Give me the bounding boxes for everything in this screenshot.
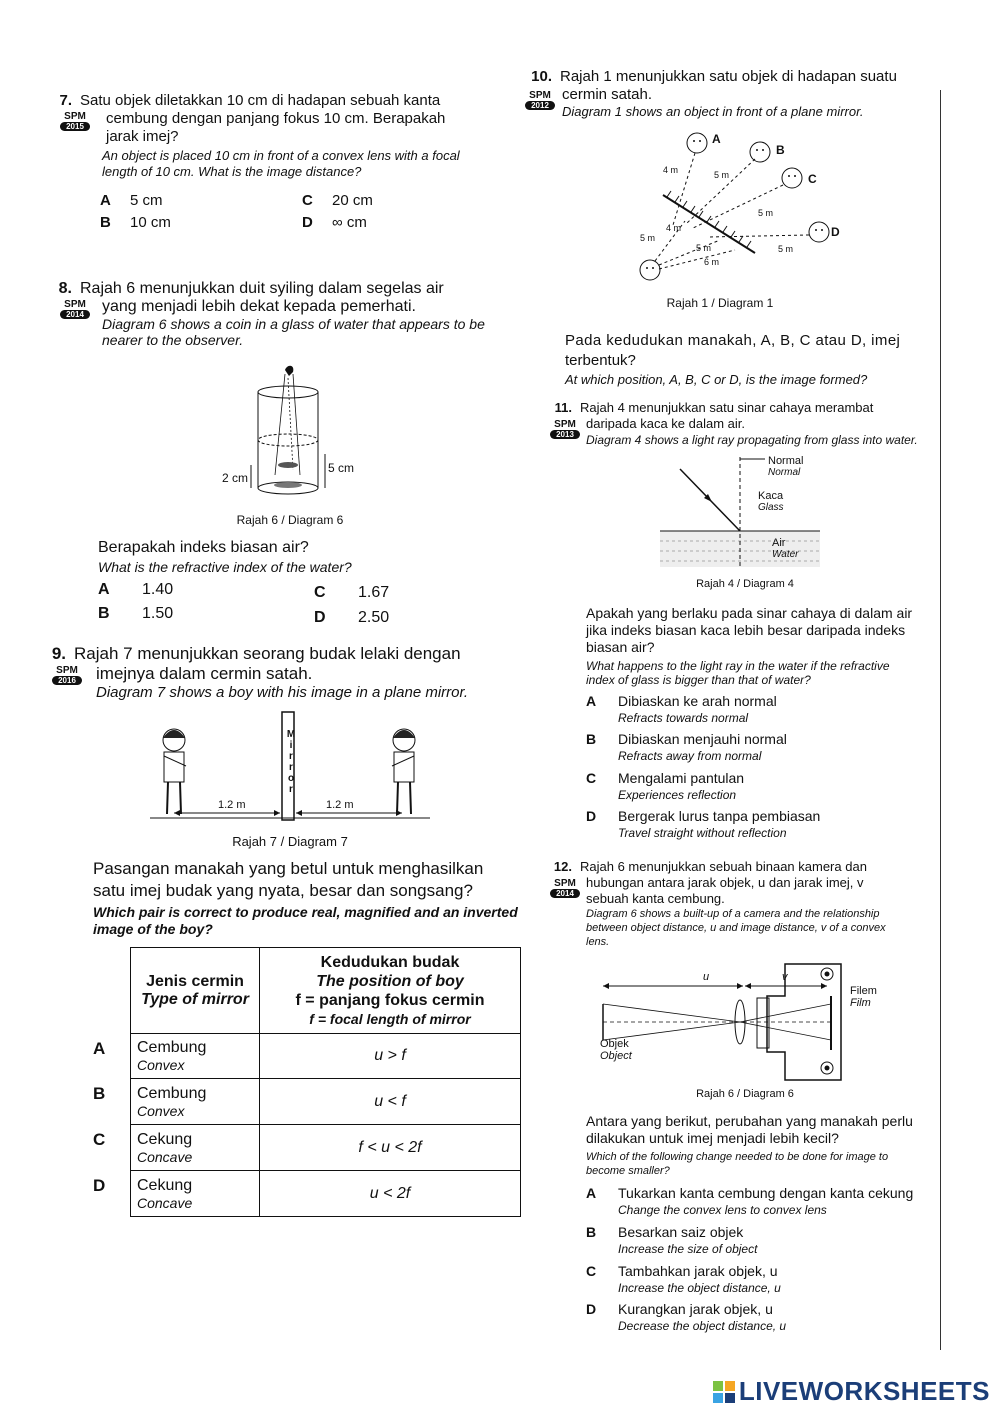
- option-c[interactable]: C 20 cm: [302, 192, 373, 209]
- question-10: [522, 68, 952, 120]
- distance-label: 6 m: [704, 257, 720, 267]
- question-text: Berapakah indeks biasan air?: [98, 539, 309, 556]
- point-label: D: [831, 225, 840, 239]
- option-b[interactable]: B 10 cm: [100, 214, 171, 231]
- question-text: Rajah 6 menunjukkan duit syiling dalam segelas air: [80, 280, 444, 297]
- distance-label: 4 m: [666, 223, 682, 233]
- distance-label: 5 m: [778, 244, 794, 254]
- question-8: [46, 280, 526, 348]
- spm-badge: SPM 2013: [550, 420, 580, 439]
- question-text-en: At which position, A, B, C or D, is the image formed?: [565, 372, 868, 387]
- diagram-label: 5 cm: [328, 461, 355, 475]
- question-text: Rajah 1 menunjukkan satu objek di hadapan suatu: [560, 68, 897, 85]
- table-row: Cembung Convex u < f: [131, 1079, 521, 1125]
- question-number: 8.: [58, 280, 72, 297]
- liveworksheets-logo[interactable]: LIVEWORKSHEETS: [713, 1376, 990, 1407]
- diagram-caption: Rajah 1 / Diagram 1: [666, 296, 774, 310]
- question-text-en: Diagram 6 shows a built-up of a camera and the relationship: [586, 908, 880, 920]
- diagram-label: v: [782, 971, 788, 983]
- question-text-en: between object distance, u and image distance, v of a convex: [586, 922, 886, 934]
- page-edge: [940, 90, 941, 1350]
- distance-label: 4 m: [663, 165, 679, 175]
- option-a[interactable]: A 5 cm: [100, 192, 163, 209]
- option-c[interactable]: C: [93, 1130, 106, 1149]
- table-header: Type of mirror: [141, 990, 249, 1008]
- option-c[interactable]: C 1.67: [314, 584, 390, 601]
- question-text: Rajah 7 menunjukkan seorang budak lelaki dengan: [74, 644, 461, 663]
- distance-label: 5 m: [640, 233, 656, 243]
- option-d[interactable]: D Bergerak lurus tanpa pembiasan Travel straight without reflection: [586, 808, 821, 840]
- question-text: yang menjadi lebih dekat kepada pemerhati.: [102, 298, 416, 315]
- option-b[interactable]: B 1.50: [98, 605, 174, 622]
- diagram-caption: Rajah 7 / Diagram 7: [232, 834, 348, 849]
- table-header: The position of boy: [316, 972, 464, 990]
- question-text-en: length of 10 cm. What is the image distance?: [102, 164, 362, 179]
- question-text-en: nearer to the observer.: [102, 332, 244, 348]
- glass-coin-diagram: [215, 360, 375, 510]
- question-text: cembung dengan panjang fokus 10 cm. Berapakah: [106, 110, 446, 127]
- point-label: B: [776, 143, 785, 157]
- question-text: Antara yang berikut, perubahan yang manakah perlu dilakukan untuk imej menjadi lebih kecil?: [586, 1113, 913, 1146]
- question-text-en: Diagram 1 shows an object in front of a plane mirror.: [562, 104, 864, 119]
- plane-mirror-diagram: [625, 125, 855, 285]
- question-text: hubungan antara jarak objek, u dan jarak imej, v: [586, 875, 864, 890]
- option-a[interactable]: A Dibiaskan ke arah normal Refracts towards normal: [586, 693, 777, 725]
- table-header: f = focal length of mirror: [309, 1010, 471, 1027]
- distance-label: 5 m: [714, 170, 730, 180]
- question-11: [548, 400, 948, 448]
- question-number: 10.: [531, 68, 552, 85]
- question-text: daripada kaca ke dalam air.: [586, 416, 745, 431]
- question-text-en: Which of the following change needed to be done for image to become smaller?: [586, 1151, 889, 1177]
- spm-badge: SPM 2016: [52, 666, 82, 685]
- option-b[interactable]: B Dibiaskan menjauhi normal Refracts away from normal: [586, 731, 787, 763]
- spm-badge: SPM 2014: [60, 300, 90, 319]
- mirror-label: M i r r o r: [286, 729, 296, 795]
- diagram-label: Kaca Glass: [758, 490, 784, 513]
- option-a[interactable]: A: [93, 1039, 106, 1058]
- question-text-en: Diagram 6 shows a coin in a glass of water that appears to be: [102, 316, 485, 332]
- question-text-en: Which pair is correct to produce real, magnified and an inverted image of the boy?: [93, 904, 518, 937]
- option-b[interactable]: B Besarkan saiz objek Increase the size of object: [586, 1224, 758, 1256]
- spm-badge: SPM 2014: [550, 879, 580, 898]
- table-header: Kedudukan budak: [320, 953, 460, 971]
- spm-badge: SPM 2015: [60, 112, 90, 131]
- diagram-label: Normal Normal: [768, 455, 804, 478]
- option-a[interactable]: A 1.40: [98, 581, 174, 598]
- question-text-en: An object is placed 10 cm in front of a convex lens with a focal: [102, 148, 460, 163]
- diagram-caption: Rajah 6 / Diagram 6: [236, 513, 344, 527]
- question-text: Rajah 6 menunjukkan sebuah binaan kamera dan: [580, 859, 867, 874]
- option-d[interactable]: D ∞ cm: [302, 214, 367, 231]
- point-label: A: [712, 132, 721, 146]
- question-text-en: What is the refractive index of the water?: [98, 559, 352, 575]
- question-text: Pada kedudukan manakah, A, B, C atau D, imej terbentuk?: [565, 332, 901, 369]
- question-text: Apakah yang berlaku pada sinar cahaya di dalam air jika indeks biasan kaca lebih besar daripada indeks biasan air?: [586, 605, 913, 655]
- option-c[interactable]: C Mengalami pantulan Experiences reflection: [586, 770, 745, 802]
- question-number: 9.: [51, 644, 66, 663]
- table-row: Cekung Concave u < 2f: [131, 1171, 521, 1217]
- diagram-label: Objek Object: [600, 1038, 632, 1062]
- diagram-label: Air Water: [772, 537, 799, 560]
- option-a[interactable]: A Tukarkan kanta cembung dengan kanta cekung Change the convex lens to convex lens: [586, 1185, 914, 1217]
- question-7: [46, 92, 516, 180]
- table-header: f = panjang fokus cermin: [295, 991, 485, 1009]
- question-text-en: Diagram 7 shows a boy with his image in a plane mirror.: [96, 684, 469, 701]
- question-text-en: What happens to the light ray in the water if the refractive index of glass is bigger than that of water?: [586, 659, 890, 687]
- question-12: [548, 859, 948, 949]
- table-row: Cembung Convex u > f: [131, 1034, 521, 1079]
- question-text: Satu objek diletakkan 10 cm di hadapan sebuah kanta: [80, 92, 441, 109]
- liveworksheets-icon: [713, 1381, 735, 1403]
- question-number: 11.: [554, 400, 572, 415]
- diagram-caption: Rajah 6 / Diagram 6: [696, 1088, 794, 1100]
- point-label: C: [808, 172, 817, 186]
- mirror-table: [130, 947, 521, 1217]
- table-header: Jenis cermin: [146, 972, 244, 990]
- diagram-label: Filem Film: [850, 985, 877, 1009]
- question-text-en: lens.: [586, 936, 610, 948]
- distance-label: 5 m: [758, 208, 774, 218]
- question-text: jarak imej?: [106, 128, 179, 145]
- diagram-label: 1.2 m: [326, 799, 354, 811]
- option-d[interactable]: D Kurangkan jarak objek, u Decrease the object distance, u: [586, 1301, 787, 1333]
- diagram-caption: Rajah 4 / Diagram 4: [696, 578, 794, 590]
- question-text: Pasangan manakah yang betul untuk menghasilkan satu imej budak yang nyata, besar dan songsang?: [93, 859, 484, 900]
- option-d[interactable]: D 2.50: [314, 609, 390, 626]
- option-d[interactable]: D: [93, 1176, 106, 1195]
- distance-label: 5 m: [696, 243, 712, 253]
- option-b[interactable]: B: [93, 1084, 106, 1103]
- diagram-label: u: [703, 971, 710, 983]
- question-text: cermin satah.: [562, 86, 653, 103]
- option-c[interactable]: C Tambahkan jarak objek, u Increase the object distance, u: [586, 1263, 781, 1295]
- diagram-label: 1.2 m: [218, 799, 246, 811]
- question-number: 12.: [553, 859, 572, 874]
- question-text: Rajah 4 menunjukkan satu sinar cahaya merambat: [580, 400, 874, 415]
- question-text-en: Diagram 4 shows a light ray propagating from glass into water.: [586, 433, 918, 447]
- question-text: imejnya dalam cermin satah.: [96, 664, 313, 683]
- diagram-label: 2 cm: [222, 471, 249, 485]
- spm-badge: SPM 2012: [525, 91, 555, 110]
- table-row: Cekung Concave f < u < 2f: [131, 1125, 521, 1171]
- question-number: 7.: [59, 92, 72, 109]
- question-text: sebuah kanta cembung.: [586, 891, 725, 906]
- question-9: [40, 644, 530, 702]
- camera-diagram: [595, 960, 855, 1085]
